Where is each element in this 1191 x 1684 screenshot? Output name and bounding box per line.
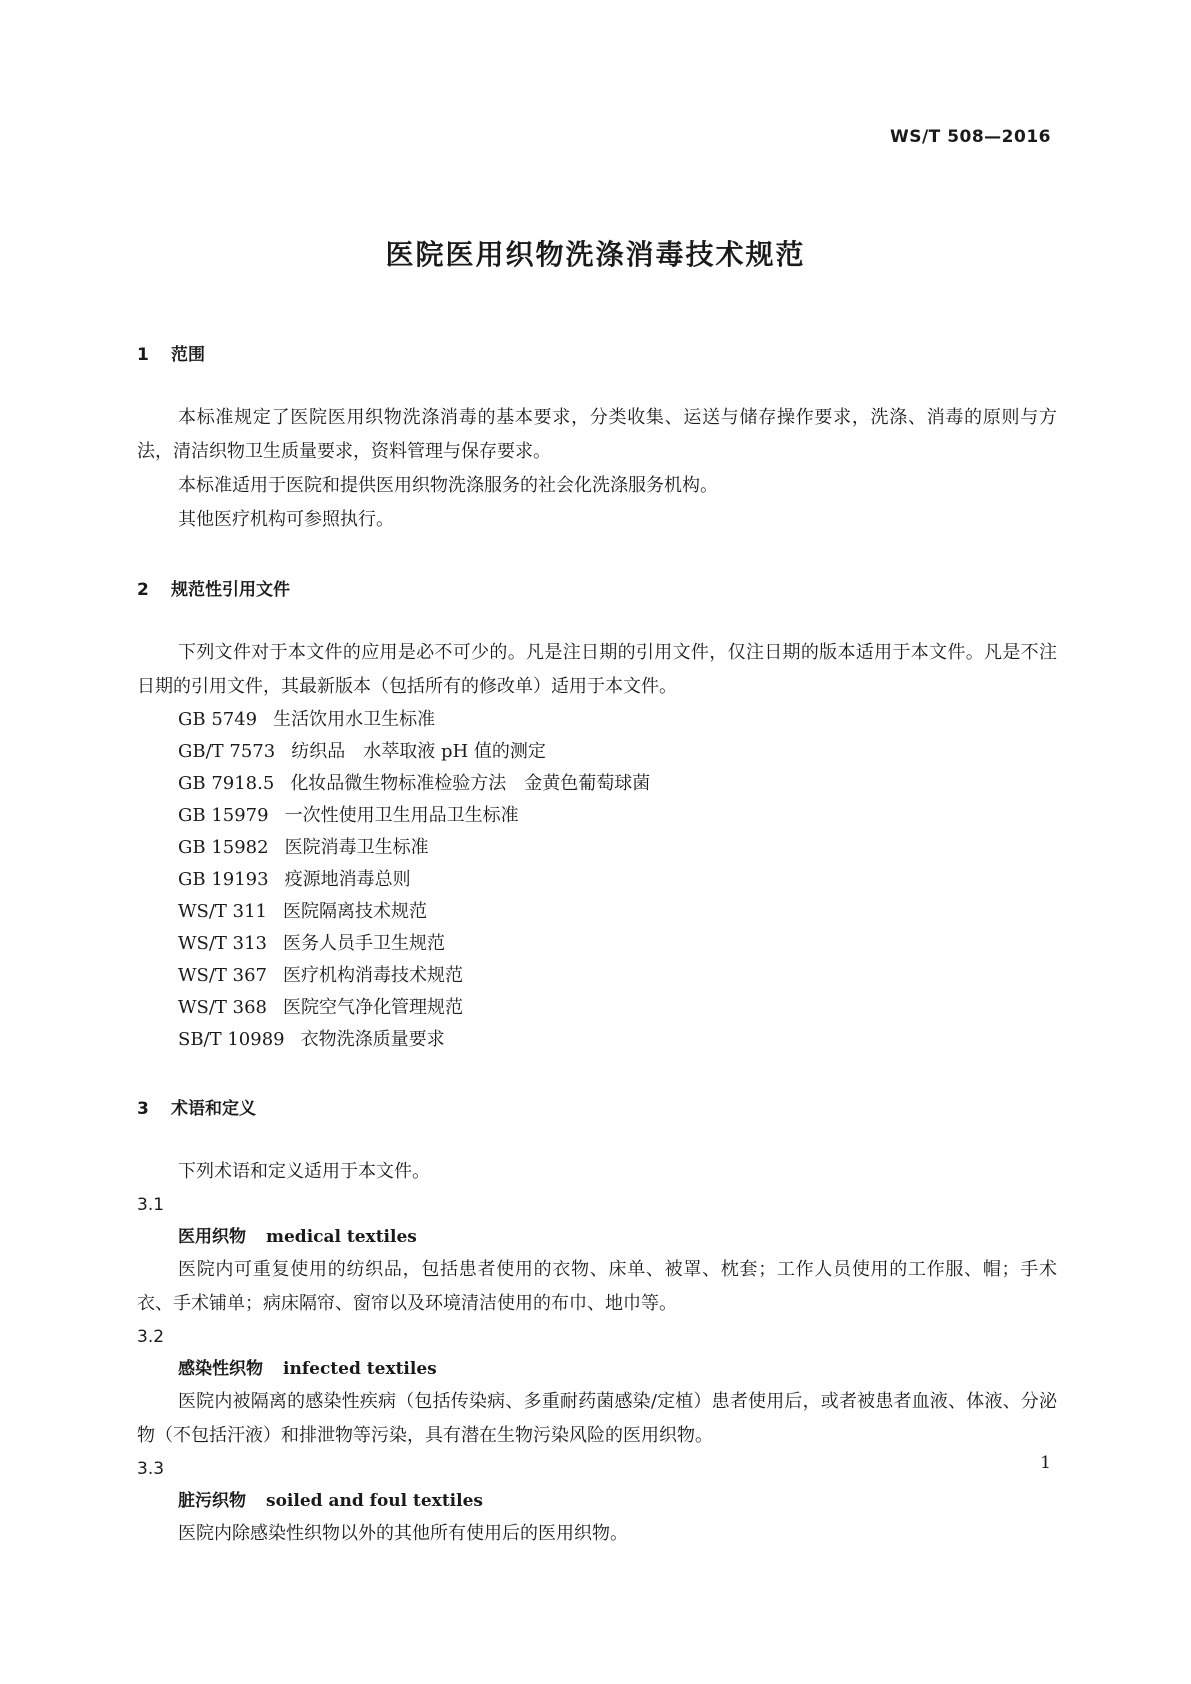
reference-title: 纺织品 水萃取液 pH 值的测定 xyxy=(291,741,546,762)
reference-code: GB 19193 xyxy=(178,869,269,890)
reference-title: 化妆品微生物标准检验方法 金黄色葡萄球菌 xyxy=(290,773,651,794)
section-title: 范围 xyxy=(171,345,205,365)
section-number: 1 xyxy=(137,345,149,365)
reference-title: 医院隔离技术规范 xyxy=(282,901,427,922)
document-body xyxy=(137,340,1057,1551)
reference-code: WS/T 311 xyxy=(178,901,267,922)
normative-references-list xyxy=(137,704,1057,1056)
reference-item xyxy=(137,992,1057,1024)
term-heading xyxy=(137,1221,1057,1253)
term-heading xyxy=(137,1485,1057,1517)
page-number: 1 xyxy=(1040,1453,1051,1473)
term-english: medical textiles xyxy=(266,1227,417,1247)
reference-title: 医院空气净化管理规范 xyxy=(282,997,463,1018)
reference-code: WS/T 367 xyxy=(178,965,267,986)
section-number: 2 xyxy=(137,580,149,600)
paragraph: 本标准适用于医院和提供医用织物洗涤服务的社会化洗涤服务机构。 xyxy=(178,475,718,496)
section-2-heading xyxy=(137,575,1057,600)
standard-code: WS/T 508—2016 xyxy=(889,127,1051,147)
term-number: 3.3 xyxy=(137,1459,165,1479)
paragraph: 本标准规定了医院医用织物洗涤消毒的基本要求，分类收集、运送与储存操作要求，洗涤、消毒的原则与方法，清洁织物卫生质量要求，资料管理与保存要求。 xyxy=(137,407,1057,462)
paragraph: 其他医疗机构可参照执行。 xyxy=(178,509,394,530)
term-chinese: 感染性织物 xyxy=(178,1359,263,1379)
reference-title: 一次性使用卫生用品卫生标准 xyxy=(284,805,519,826)
term-definition: 医院内除感染性织物以外的其他所有使用后的医用织物。 xyxy=(178,1523,628,1544)
reference-title: 衣物洗涤质量要求 xyxy=(300,1029,445,1050)
term-heading xyxy=(137,1353,1057,1385)
section-number: 3 xyxy=(137,1099,149,1119)
reference-title: 生活饮用水卫生标准 xyxy=(273,709,436,730)
reference-title: 医务人员手卫生规范 xyxy=(282,933,445,954)
reference-item xyxy=(137,704,1057,736)
reference-item xyxy=(137,896,1057,928)
reference-code: WS/T 368 xyxy=(178,997,267,1018)
term-chinese: 医用织物 xyxy=(178,1227,246,1247)
document-title: 医院医用织物洗涤消毒技术规范 xyxy=(385,238,806,271)
reference-title: 医疗机构消毒技术规范 xyxy=(282,965,463,986)
reference-code: GB 5749 xyxy=(178,709,258,730)
reference-title: 医院消毒卫生标准 xyxy=(284,837,429,858)
reference-title: 疫源地消毒总则 xyxy=(284,869,411,890)
term-number: 3.1 xyxy=(137,1195,165,1215)
reference-code: GB/T 7573 xyxy=(178,741,276,762)
term-entry xyxy=(137,1453,1057,1551)
section-title: 规范性引用文件 xyxy=(171,580,290,600)
reference-item xyxy=(137,960,1057,992)
reference-item xyxy=(137,928,1057,960)
reference-code: SB/T 10989 xyxy=(178,1029,285,1050)
term-english: infected textiles xyxy=(283,1359,437,1379)
term-english: soiled and foul textiles xyxy=(266,1491,483,1511)
section-3-heading xyxy=(137,1094,1057,1119)
term-entry xyxy=(137,1321,1057,1453)
reference-code: WS/T 313 xyxy=(178,933,267,954)
reference-item xyxy=(137,1024,1057,1056)
reference-item xyxy=(137,864,1057,896)
reference-code: GB 15979 xyxy=(178,805,269,826)
reference-item xyxy=(137,832,1057,864)
reference-item xyxy=(137,800,1057,832)
reference-item xyxy=(137,736,1057,768)
reference-item xyxy=(137,768,1057,800)
paragraph: 下列术语和定义适用于本文件。 xyxy=(178,1161,430,1182)
term-chinese: 脏污织物 xyxy=(178,1491,246,1511)
reference-code: GB 7918.5 xyxy=(178,773,275,794)
section-title: 术语和定义 xyxy=(171,1099,256,1119)
section-1-heading xyxy=(137,340,1057,365)
term-number: 3.2 xyxy=(137,1327,165,1347)
paragraph: 下列文件对于本文件的应用是必不可少的。凡是注日期的引用文件，仅注日期的版本适用于本文件。凡是不注日期的引用文件，其最新版本（包括所有的修改单）适用于本文件。 xyxy=(137,642,1057,697)
term-entry xyxy=(137,1189,1057,1321)
reference-code: GB 15982 xyxy=(178,837,269,858)
term-definition: 医院内被隔离的感染性疾病（包括传染病、多重耐药菌感染/定植）患者使用后，或者被患者血液、体液、分泌物（不包括汗液）和排泄物等污染，具有潜在生物污染风险的医用织物。 xyxy=(137,1391,1057,1446)
term-definition: 医院内可重复使用的纺织品，包括患者使用的衣物、床单、被罩、枕套；工作人员使用的工作服、帽；手术衣、手术铺单；病床隔帘、窗帘以及环境清洁使用的布巾、地巾等。 xyxy=(137,1259,1057,1314)
